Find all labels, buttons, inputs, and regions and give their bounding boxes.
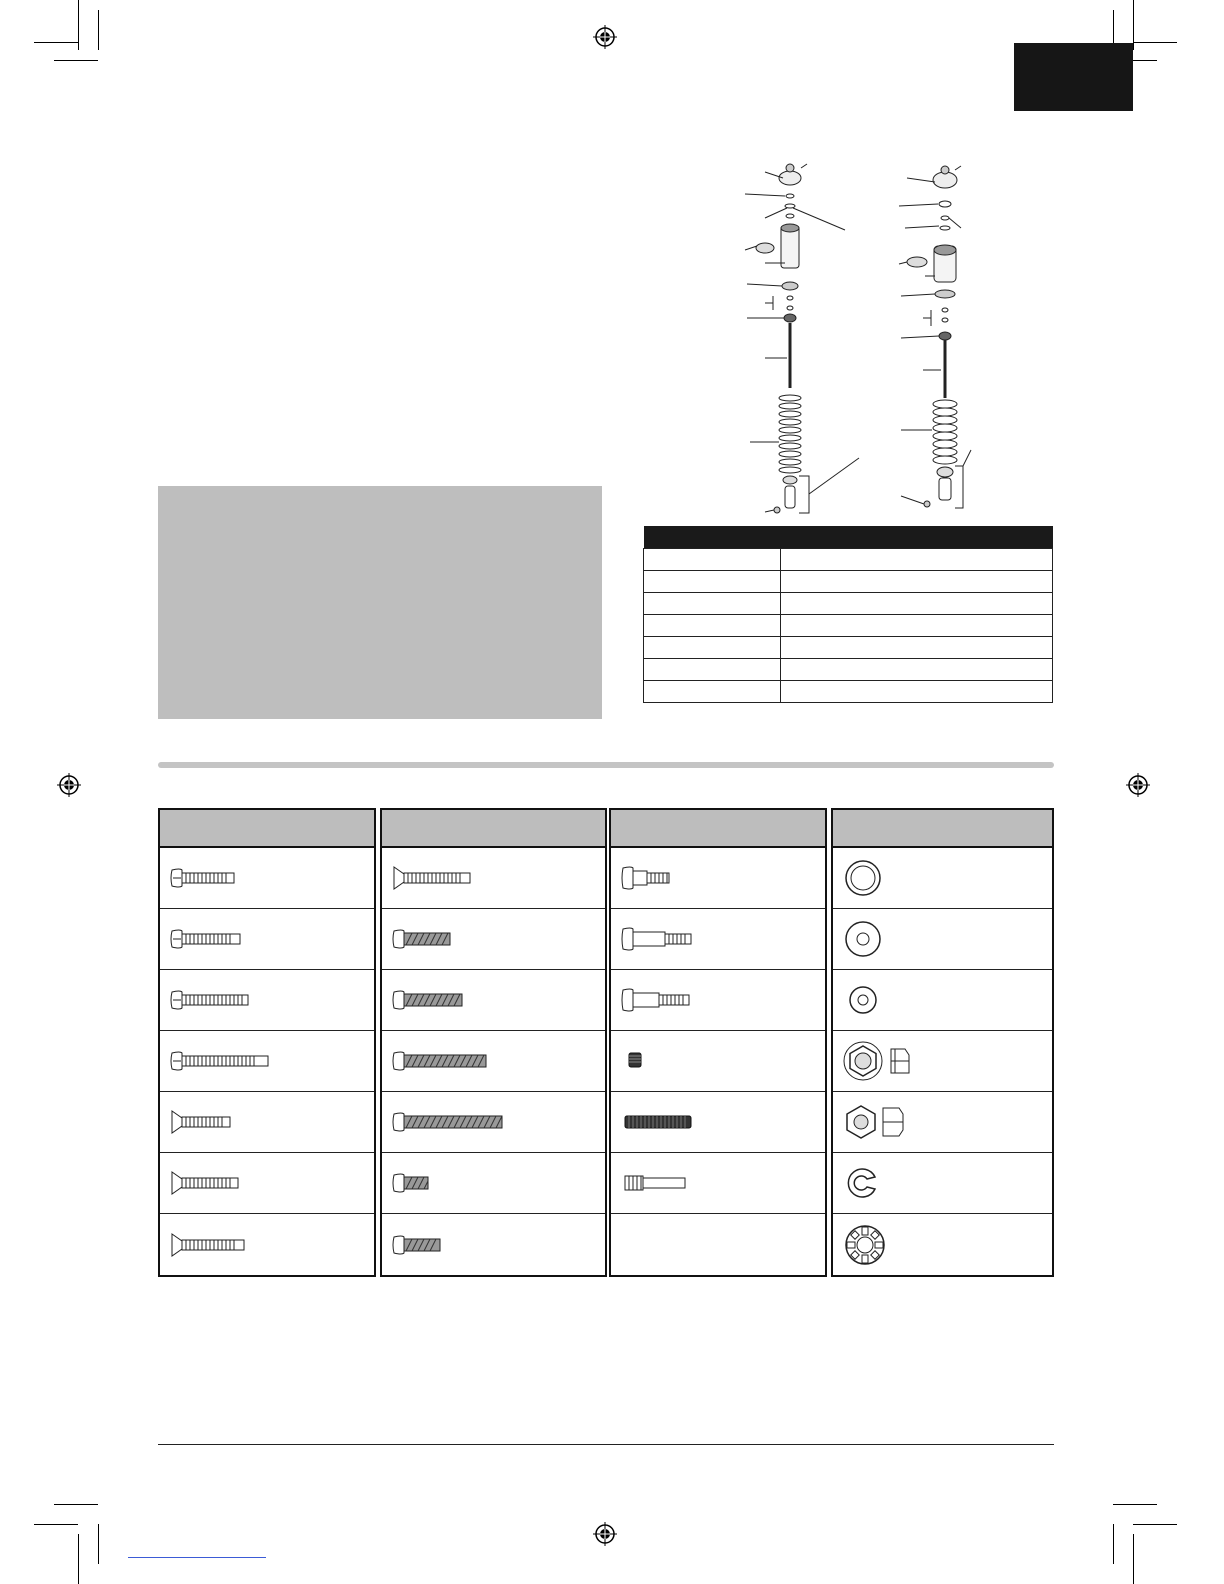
- set-screw-icon: [621, 1049, 651, 1073]
- hardware-cell: [382, 1214, 605, 1275]
- hardware-cell: [611, 1153, 825, 1214]
- hardware-cell: [611, 848, 825, 909]
- table-row: [644, 593, 1053, 615]
- crop-mark: [98, 1524, 99, 1564]
- machine-screw-icon: [392, 1050, 496, 1072]
- star-washer-icon: [843, 1223, 887, 1267]
- table-cell: [781, 681, 1053, 703]
- hardware-column-header: [382, 810, 605, 848]
- registration-mark-icon: [593, 1522, 617, 1546]
- hardware-column-tapping-screws: [158, 808, 376, 1277]
- registration-mark-icon: [1126, 773, 1150, 797]
- hardware-cell: [160, 909, 374, 970]
- hardware-cell: [160, 848, 374, 909]
- machine-screw-icon: [392, 989, 476, 1011]
- shock-spring: [779, 395, 801, 473]
- section-divider: [158, 762, 1054, 768]
- flat-head-screw-icon: [392, 866, 482, 890]
- hardware-cell: [833, 970, 1052, 1031]
- hardware-cell: [382, 970, 605, 1031]
- footer-rule: [158, 1444, 1054, 1445]
- crop-mark: [1113, 1524, 1114, 1564]
- note-box: [158, 486, 602, 719]
- shock-spring: [933, 400, 957, 464]
- hex-nut-icon: [843, 1102, 913, 1142]
- hardware-cell: [833, 1153, 1052, 1214]
- hardware-column-machine-screws: [380, 808, 607, 1277]
- shock-exploded-diagram: [735, 158, 975, 518]
- hardware-column-washers-nuts: [831, 808, 1054, 1277]
- shock-ball-end: [786, 164, 794, 172]
- spec-table-header: [644, 526, 1053, 549]
- table-cell: [644, 593, 781, 615]
- pan-head-screw-icon: [170, 867, 250, 889]
- table-cell: [781, 549, 1053, 571]
- hardware-cell: [833, 1031, 1052, 1092]
- crop-mark: [34, 42, 78, 43]
- crop-mark: [1133, 42, 1177, 43]
- table-cell: [644, 549, 781, 571]
- crop-mark: [54, 1504, 98, 1505]
- pan-head-screw-icon: [170, 928, 250, 950]
- lock-nut-icon: [843, 1039, 927, 1083]
- hardware-cell: [382, 1031, 605, 1092]
- hardware-cell: [160, 1031, 374, 1092]
- washer-icon: [843, 858, 883, 898]
- table-cell: [644, 571, 781, 593]
- flat-head-screw-icon: [170, 1233, 254, 1257]
- table-row: [644, 659, 1053, 681]
- spec-table: [643, 526, 1053, 703]
- table-cell: [781, 571, 1053, 593]
- hardware-cell: [611, 909, 825, 970]
- crop-mark: [1133, 1534, 1134, 1584]
- table-cell: [644, 615, 781, 637]
- spec-header-cell: [781, 526, 1053, 549]
- spec-header-cell: [644, 526, 781, 549]
- crop-mark: [78, 0, 79, 50]
- hardware-cell: [160, 1092, 374, 1153]
- hardware-cell: [833, 1214, 1052, 1275]
- hardware-cell: [611, 970, 825, 1031]
- hardware-column-shoulder-screws: [609, 808, 827, 1277]
- registration-mark-icon: [593, 25, 617, 49]
- registration-mark-icon: [57, 773, 81, 797]
- crop-mark: [78, 1534, 79, 1584]
- pan-head-screw-icon: [170, 989, 260, 1011]
- machine-screw-icon: [392, 928, 462, 950]
- crop-mark: [34, 1524, 78, 1525]
- hardware-column-header: [160, 810, 374, 848]
- machine-screw-icon: [392, 1111, 512, 1133]
- crop-mark: [1113, 1504, 1157, 1505]
- hardware-cell: [611, 1214, 825, 1275]
- language-tab: [1014, 43, 1133, 111]
- table-cell: [781, 593, 1053, 615]
- hardware-cell: [833, 909, 1052, 970]
- flat-head-screw-icon: [170, 1110, 250, 1134]
- hardware-cell: [160, 1153, 374, 1214]
- table-row: [644, 615, 1053, 637]
- threaded-pin-icon: [621, 1171, 701, 1195]
- machine-screw-icon: [392, 1234, 452, 1256]
- set-screw-icon: [621, 1110, 701, 1134]
- table-row: [644, 571, 1053, 593]
- washer-icon: [843, 919, 883, 959]
- hardware-cell: [382, 1153, 605, 1214]
- hardware-column-header: [833, 810, 1052, 848]
- washer-icon: [843, 980, 883, 1020]
- pan-head-screw-icon: [170, 1050, 270, 1072]
- hardware-cell: [382, 909, 605, 970]
- footer-link-underline[interactable]: [128, 1557, 266, 1558]
- table-row: [644, 549, 1053, 571]
- crop-mark: [98, 10, 99, 50]
- hardware-cell: [382, 848, 605, 909]
- hardware-cell: [833, 848, 1052, 909]
- hardware-cell: [833, 1092, 1052, 1153]
- table-cell: [781, 659, 1053, 681]
- hardware-cell: [160, 1214, 374, 1275]
- machine-screw-icon: [392, 1172, 442, 1194]
- table-cell: [644, 637, 781, 659]
- hardware-cell: [160, 970, 374, 1031]
- hardware-cell: [382, 1092, 605, 1153]
- shoulder-screw-icon: [621, 927, 711, 951]
- e-clip-icon: [843, 1163, 883, 1203]
- table-row: [644, 681, 1053, 703]
- hardware-cell: [611, 1092, 825, 1153]
- crop-mark: [1133, 1524, 1177, 1525]
- table-row: [644, 637, 1053, 659]
- shoulder-screw-icon: [621, 866, 691, 890]
- crop-mark: [54, 60, 98, 61]
- table-cell: [644, 681, 781, 703]
- shoulder-screw-icon: [621, 988, 711, 1012]
- table-cell: [781, 615, 1053, 637]
- flat-head-screw-icon: [170, 1171, 250, 1195]
- table-cell: [644, 659, 781, 681]
- table-cell: [781, 637, 1053, 659]
- hardware-column-header: [611, 810, 825, 848]
- hardware-cell: [611, 1031, 825, 1092]
